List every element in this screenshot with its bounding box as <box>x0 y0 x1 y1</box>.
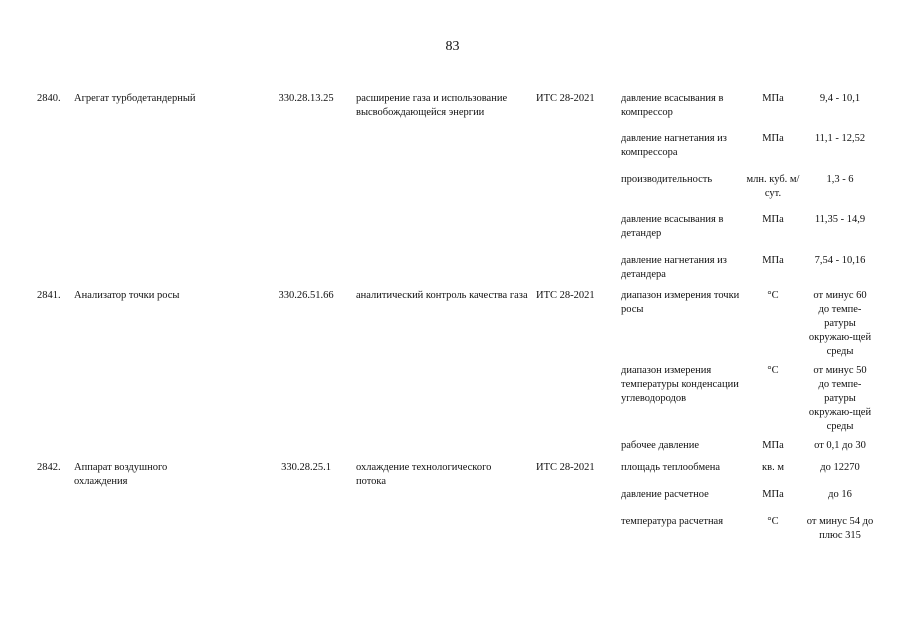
equipment-purpose: охлаждение технологического потока <box>356 462 492 487</box>
param-value: от 0,1 до 30 <box>814 440 866 451</box>
param-unit: млн. куб. м/сут. <box>746 174 800 199</box>
row-number: 2841. <box>37 290 61 301</box>
param-name: давление нагнетания из компрессора <box>621 133 727 158</box>
param-name: давление всасывания в детандер <box>621 214 724 239</box>
param-name: рабочее давление <box>621 440 700 451</box>
param-value: до 12270 <box>820 462 860 473</box>
param-unit: МПа <box>762 255 784 266</box>
equipment-code: 330.28.13.25 <box>278 93 334 104</box>
param-unit: °С <box>767 516 779 527</box>
equipment-name: Аппарат воздушного охлаждения <box>74 462 168 487</box>
equipment-purpose: аналитический контроль качества газа <box>356 290 528 301</box>
equipment-name: Агрегат турбодетандерный <box>74 93 196 104</box>
page-number: 83 <box>445 39 460 54</box>
param-name: производительность <box>621 174 713 185</box>
equipment-code: 330.26.51.66 <box>278 290 334 301</box>
param-value: от минус 60 до темпе-ратуры окружаю-щей среды <box>808 290 872 357</box>
param-value: 11,35 - 14,9 <box>814 214 866 225</box>
param-name: диапазон измерения температуры конденсации углеводородов <box>621 365 739 404</box>
param-name: давление расчетное <box>621 489 709 500</box>
param-name: температура расчетная <box>621 516 724 527</box>
param-value: от минус 54 до плюс 315 <box>806 516 874 541</box>
param-unit: МПа <box>762 489 784 500</box>
param-name: давление нагнетания из детандера <box>621 255 727 280</box>
param-value: 1,3 - 6 <box>826 174 854 185</box>
param-unit: °С <box>767 365 779 376</box>
param-value: до 16 <box>828 489 852 500</box>
param-unit: кв. м <box>762 462 784 473</box>
row-number: 2842. <box>37 462 61 473</box>
param-unit: МПа <box>762 93 784 104</box>
reference-document: ИТС 28-2021 <box>536 93 595 104</box>
param-name: давление всасывания в компрессор <box>621 93 724 118</box>
reference-document: ИТС 28-2021 <box>536 462 595 473</box>
param-unit: °С <box>767 290 779 301</box>
param-name: площадь теплообмена <box>621 462 721 473</box>
equipment-purpose: расширение газа и использование высвобождающейся энергии <box>356 93 508 118</box>
param-value: 9,4 - 10,1 <box>819 93 861 104</box>
param-value: от минус 50 до темпе-ратуры окружаю-щей среды <box>808 365 872 432</box>
equipment-name: Анализатор точки росы <box>74 290 180 301</box>
param-unit: МПа <box>762 133 784 144</box>
equipment-code: 330.28.25.1 <box>281 462 331 473</box>
param-unit: МПа <box>762 440 784 451</box>
row-number: 2840. <box>37 93 61 104</box>
param-value: 7,54 - 10,16 <box>814 255 866 266</box>
param-unit: МПа <box>762 214 784 225</box>
param-name: диапазон измерения точки росы <box>621 290 740 315</box>
param-value: 11,1 - 12,52 <box>814 133 866 144</box>
reference-document: ИТС 28-2021 <box>536 290 595 301</box>
